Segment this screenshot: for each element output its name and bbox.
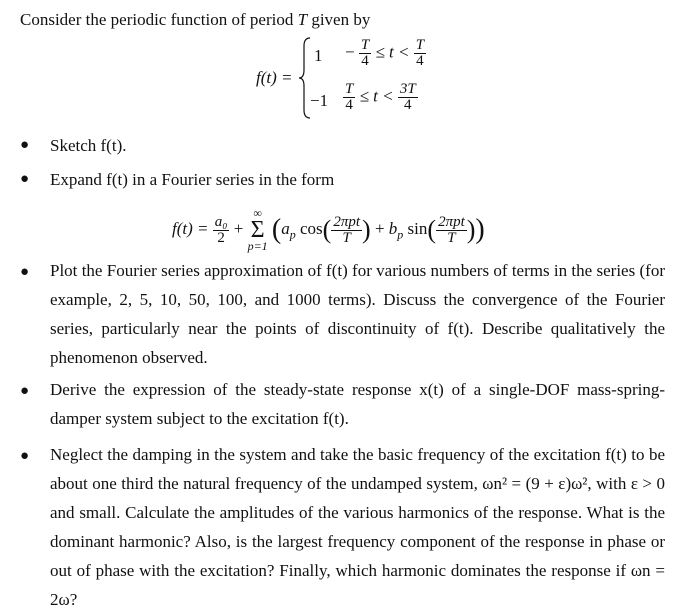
frac-2pipt-over-t-sin: $\frac{\text{2πpt}}{T}$ [438, 213, 465, 246]
bullet-1-text: Sketch f(t). [50, 136, 127, 155]
bullet-3-text: Plot the Fourier series approximation of f(t) for various numbers of terms in the series (for example, 2, 5, 10, 50, 100, and 1000 terms). Discuss the convergence of the Fourier series, particularly near the points of discontinuity of f(t). Describe qualitatively the phenomenon observed. [50, 261, 665, 367]
piecewise-case2-range: $\frac{T}{4}$ ≤ t < $\frac{3T}{4}$ [345, 81, 416, 113]
bullet-dot: ● [20, 383, 30, 399]
piecewise-case1-value: 1 [314, 46, 323, 65]
bullet-2-text: Expand f(t) in a Fourier series in the form [50, 170, 335, 189]
frac-t-over-4-b: $\frac{T}{4}$ [415, 37, 425, 69]
bullet-4-text: Derive the expression of the steady-state response x(t) of a single-DOF mass-spring-damper system subject to the excitation f(t). [50, 380, 665, 428]
intro-line [20, 10, 370, 30]
piecewise-case2-value: −1 [310, 91, 329, 110]
intro-text: Consider the periodic function of period [20, 10, 298, 29]
bullet-dot: ● [20, 137, 30, 153]
frac-t-over-4-a: $\frac{T}{4}$ [360, 37, 370, 69]
period-symbol: T [297, 10, 308, 29]
summation: ∞ Σ p=1 [247, 206, 268, 253]
bullet-5-text: Neglect the damping in the system and take the basic frequency of the excitation f(t) to be about one third the natural frequency of the undamped system, ωn² = (9 + ε)ω², with ε > 0 and small. Calculate the amplitudes of the various harmonics of the response. What is the dominant harmonic? Also, is the largest frequency component of the response in phase or out of phase with the excitation? Finally, which harmonic dominates the response if ωn = 2ω? [50, 445, 665, 609]
fourier-formula: f(t) = $\frac{\text{a₀}}{2}$ + ∞ Σ p=1 ($a_p$ cos( $\frac{\text{2πpt}}{T}$ ) + $b_p$ sin( $\frac{\text{2πpt}}{T}$ )) [172, 206, 485, 253]
piecewise-lhs: f(t) = [256, 68, 293, 87]
frac-2pipt-over-t-cos: $\frac{\text{2πpt}}{T}$ [333, 213, 361, 246]
piecewise-case1-range: − $\frac{T}{4}$ ≤ t < $\frac{T}{4}$ [345, 37, 425, 69]
frac-3t-over-4: $\frac{3T}{4}$ [399, 81, 416, 113]
intro-tail: given by [307, 10, 371, 29]
frac-a0-over-2: $\frac{\text{a₀}}{2}$ [214, 213, 228, 246]
bullet-dot: ● [20, 264, 30, 280]
bullet-dot: ● [20, 448, 30, 464]
bullet-dot: ● [20, 171, 30, 187]
frac-t-over-4-c: $\frac{T}{4}$ [345, 81, 354, 113]
